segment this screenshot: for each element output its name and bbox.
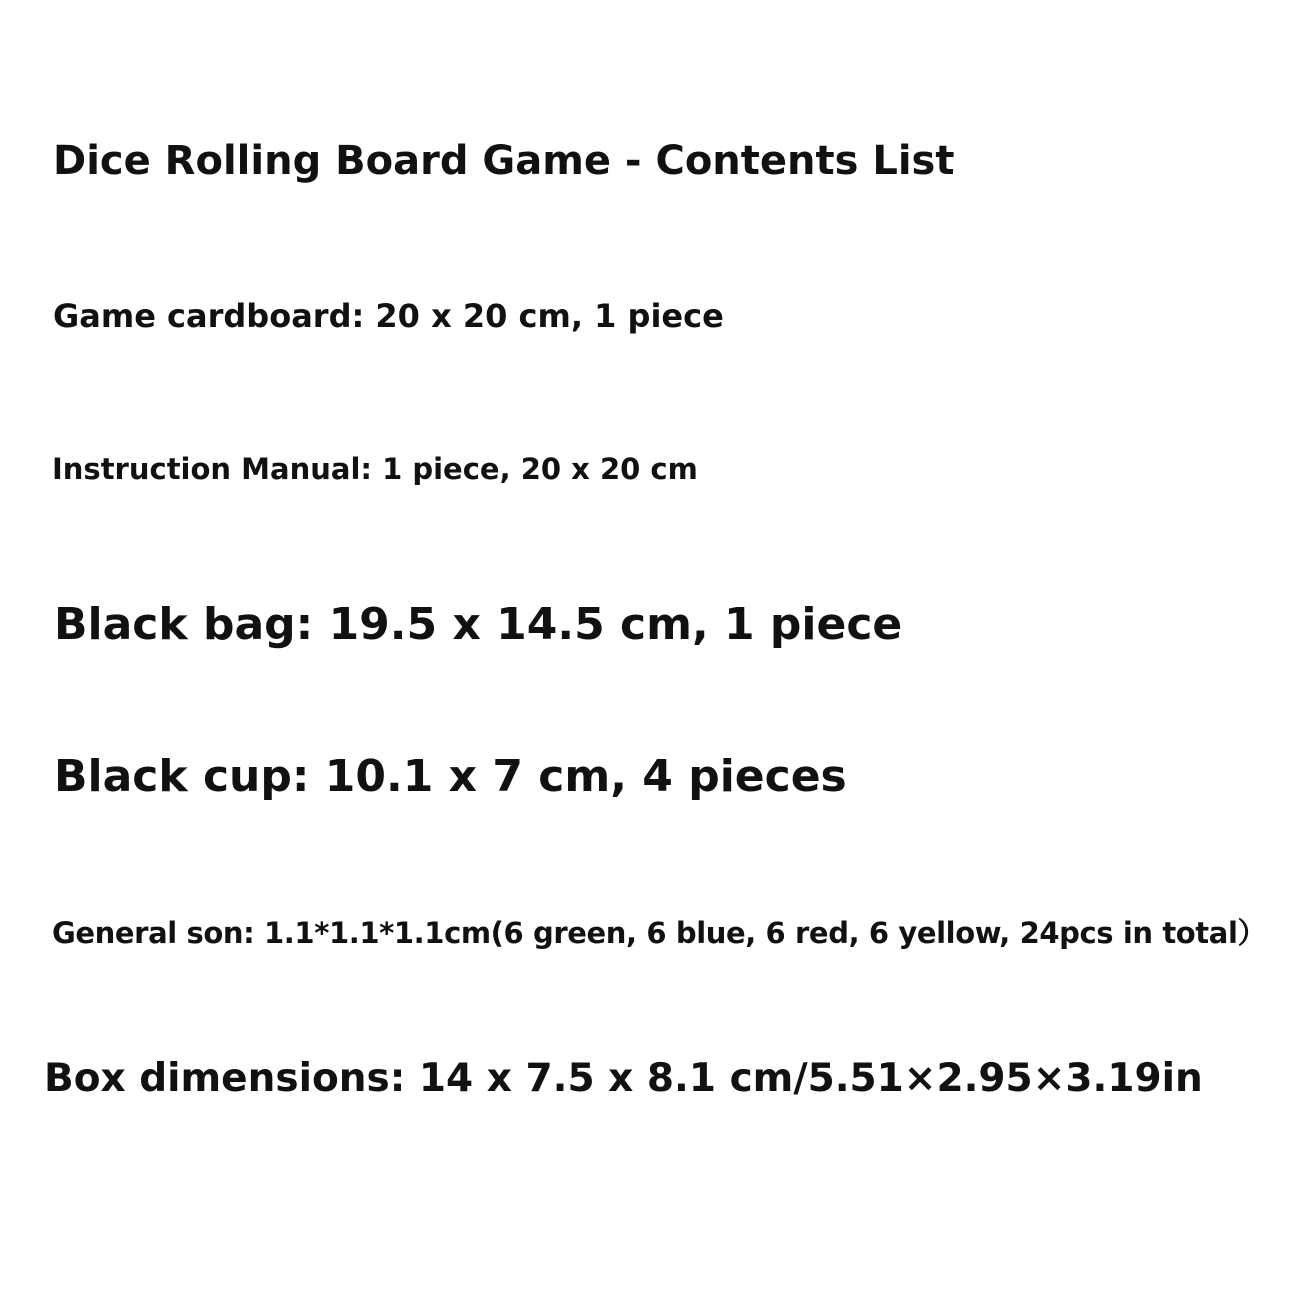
contents-item-black-bag: Black bag: 19.5 x 14.5 cm, 1 piece	[54, 599, 903, 650]
contents-item-game-cardboard: Game cardboard: 20 x 20 cm, 1 piece	[53, 297, 724, 335]
contents-item-black-cup: Black cup: 10.1 x 7 cm, 4 pieces	[54, 751, 847, 802]
contents-item-general-son: General son: 1.1*1.1*1.1cm(6 green, 6 blue, 6 red, 6 yellow, 24pcs in total）	[52, 916, 1267, 950]
contents-item-box-dimensions: Box dimensions: 14 x 7.5 x 8.1 cm/5.51×2.95×3.19in	[44, 1056, 1203, 1101]
contents-item-instruction-manual: Instruction Manual: 1 piece, 20 x 20 cm	[52, 452, 698, 486]
page-title: Dice Rolling Board Game - Contents List	[53, 138, 955, 184]
